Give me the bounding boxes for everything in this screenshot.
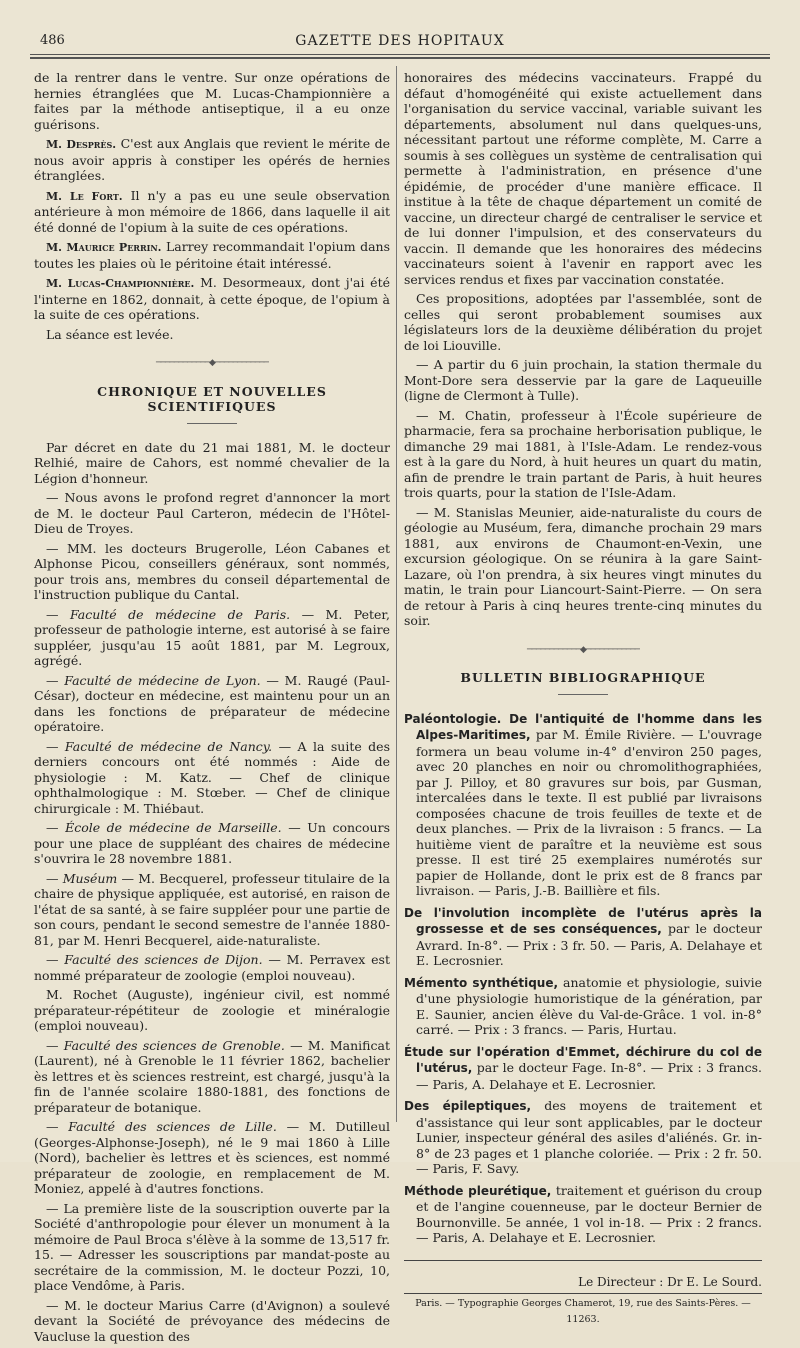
- biblio-entry: Étude sur l'opération d'Emmet, déchirure du col de l'utérus, par le docteur Fage. In-8°. — Prix : 3 francs. — Paris, A. Delahaye et E. Lecrosnier.: [404, 1044, 762, 1092]
- journal-title: GAZETTE DES HOPITAUX: [295, 33, 505, 49]
- news-item: Par décret en date du 21 mai 1881, M. le docteur Relhié, maire de Cahors, est nommé chevalier de la Légion d'honneur.: [34, 439, 390, 486]
- news-item: — Muséum — M. Becquerel, professeur titulaire de la chaire de physique appliquée, est autorisé, en raison de l'état de sa santé, à se faire suppléer pour une partie de son cours, pendant le second semestre de l'année 1880-81, par M. Henri Becquerel, aide-naturaliste.: [34, 870, 390, 948]
- paragraph: Ces propositions, adoptées par l'assemblée, sont de celles qui seront probablement soumises aux législateurs lors de la deuxième délibération du projet de loi Liouville.: [404, 291, 762, 353]
- paragraph: M. Maurice Perrin. Larrey recommandait l'opium dans toutes les plaies où le péritoine était intéressé.: [34, 239, 390, 271]
- speaker: M. Lucas-Championnière.: [46, 277, 195, 290]
- short-rule: [187, 423, 237, 424]
- right-column: [404, 70, 762, 1327]
- signature-rule: [404, 1260, 762, 1261]
- news-item: — École de médecine de Marseille. — Un concours pour une place de suppléant des chaires de médecine s'ouvrira le 28 novembre 1881.: [34, 820, 390, 866]
- section-title: CHRONIQUE ET NOUVELLES SCIENTIFIQUES: [97, 383, 327, 414]
- paragraph: M. Desprès. C'est aux Anglais que revient le mérite de nous avoir appris à constiper les opérés de hernies étranglées.: [34, 136, 390, 183]
- news-item: — Faculté de médecine de Nancy. — A la suite des derniers concours ont été nommés : Aide de physiologie : M. Katz. — Chef de clinique ophthalmologique : M. Stœber. — Chef de clinique chirurgicale : M. Thiébaut.: [34, 738, 390, 816]
- speaker: M. Le Fort.: [46, 189, 123, 203]
- news-item: M. Rochet (Auguste), ingénieur civil, est nommé préparateur-répétiteur de zoologie et minéralogie (emploi nouveau).: [34, 987, 390, 1033]
- biblio-entry: Paléontologie. De l'antiquité de l'homme dans les Alpes-Maritimes, par M. Émile Rivière. — L'ouvrage formera un beau volume in-4° d'environ 250 pages, avec 20 planches en noir ou chromolithographiées, par J. Pilloy, et 80 gravures sur bois, par Gusman, intercalées dans le texte. Il est publié par livraisons composées chacune de trois feuilles de texte et de deux planches. — Prix de la livraison : 5 francs. — La huitième vient de paraître et la neuvième est sous presse. Il est tiré 25 exemplaires numérotés sur papier de Hollande, dont le prix est de 8 francs par livraison. — Paris, J.-B. Baillière et fils.: [404, 711, 762, 898]
- news-item: — Faculté des sciences de Lille. — M. Dutilleul (Georges-Alphonse-Joseph), né le 9 mai 1860 à Lille (Nord), bachelier ès lettres et ès sciences, est nommé préparateur de zoologie, en remplacement de M. Moniez, appelé à d'autres fonctions.: [34, 1119, 390, 1196]
- biblio-entry: Des épileptiques, des moyens de traitement et d'assistance qui leur sont applicables, par le docteur Lunier, inspecteur général des asiles d'aliénés. Gr. in-8° de 23 pages et 1 planche coloriée. — Prix : 2 fr. 50. — Paris, F. Savy.: [404, 1098, 762, 1176]
- column-divider: [396, 66, 397, 1122]
- printer-footer: Paris. — Typographie Georges Chamerot, 19, rue des Saints-Pères. — 11263.: [404, 1293, 762, 1327]
- news-item: — Faculté de médecine de Paris. — M. Peter, professeur de pathologie interne, est autorisé à se faire suppléer, jusqu'au 15 août 1881, par M. Legroux, agrégé.: [34, 606, 391, 668]
- news-item: — Faculté des sciences de Grenoble. — M. Manificat (Laurent), né à Grenoble le 11 février 1862, bachelier ès lettres et ès sciences restreint, est chargé, jusqu'à la fin de l'année scolaire 1880-1881, des fonctions de préparateur de botanique.: [34, 1037, 390, 1115]
- short-rule: [558, 694, 608, 695]
- paragraph: de la rentrer dans le ventre. Sur onze opérations de hernies étranglées que M. Lucas-Championnière a faites par la méthode antiseptique, il a eu onze guérisons.: [34, 70, 390, 132]
- header-rule-thick: [30, 57, 770, 59]
- section-title: BULLETIN BIBLIOGRAPHIQUE: [460, 670, 706, 685]
- news-item: — Faculté de médecine de Lyon. — M. Raugé (Paul-César), docteur en médecine, est maintenu pour un an dans les fonctions de préparateur de médecine opératoire.: [34, 672, 391, 734]
- news-item: — La première liste de la souscription ouverte par la Société d'anthropologie pour élever un monument à la mémoire de Paul Broca s'élève à la somme de 13,517 fr. 15. — Adresser les souscriptions par mandat-poste au secrétaire de la commission, M. le docteur Pozzi, 10, place Vendôme, à Paris.: [34, 1200, 390, 1293]
- page-header: [30, 30, 770, 54]
- biblio-entry: Méthode pleurétique, traitement et guérison du croup et de l'angine couenneuse, par le docteur Bernier de Bournonville. 5e année, 1 vol in-18. — Prix : 2 francs. — Paris, A. Delahaye et E. Lecrosnier.: [404, 1182, 762, 1245]
- ornament-divider: ────────────◆────────────: [527, 644, 639, 655]
- news-item: — Nous avons le profond regret d'annoncer la mort de M. le docteur Paul Carteron, médecin de l'Hôtel-Dieu de Troyes.: [34, 490, 390, 536]
- news-item: — M. le docteur Marius Carre (d'Avignon) a soulevé devant la Société de prévoyance des médecins de Vaucluse la question des: [34, 1297, 390, 1344]
- news-item: — A partir du 6 juin prochain, la station thermale du Mont-Dore sera desservie par la gare de Laqueuille (ligne de Clermont à Tulle).: [404, 357, 762, 403]
- biblio-entry: De l'involution incomplète de l'utérus après la grossesse et de ses conséquences, par le docteur Avrard. In-8°. — Prix : 3 fr. 50. — Paris, A. Delahaye et E. Lecrosnier.: [404, 905, 762, 968]
- news-item: — M. Chatin, professeur à l'École supérieure de pharmacie, fera sa prochaine herborisation publique, le dimanche 29 mai 1881, à l'Isle-Adam. Le rendez-vous est à la gare du Nord, à huit heures un quart du matin, afin de prendre le train partant de Paris, à huit heures trois quarts, pour la station de l'Isle-Adam.: [404, 407, 762, 500]
- biblio-entry: Mémento synthétique, anatomie et physiologie, suivie d'une physiologie humoristique de la génération, par E. Saunier, ancien élève du Val-de-Grâce. 1 vol. in-8° carré. — Prix : 3 francs. — Paris, Hurtau.: [404, 974, 763, 1037]
- news-item: — M. Stanislas Meunier, aide-naturaliste du cours de géologie au Muséum, fera, dimanche prochain 29 mars 1881, aux environs de Chaumont-en-Vexin, une excursion géologique. On se réunira à la gare Saint-Lazare, où l'on prendra, à six heures vingt minutes du matin, le train pour Liancourt-Saint-Pierre. — On sera de retour à Paris à cinq heures trente-cinq minutes du soir.: [404, 504, 762, 628]
- page-number: 486: [40, 33, 65, 48]
- left-column: [34, 70, 390, 1348]
- director-signature: Le Directeur : Dr E. Le Sourd.: [578, 1274, 762, 1289]
- paragraph: La séance est levée.: [46, 326, 174, 342]
- paragraph: M. Le Fort. Il n'y a pas eu une seule observation antérieure à mon mémoire de 1866, dans laquelle il ait été donné de l'opium à la suite de ces opérations.: [34, 187, 390, 235]
- speaker: M. Maurice Perrin.: [46, 241, 162, 254]
- paragraph: honoraires des médecins vaccinateurs. Frappé du défaut d'homogénéité qui existe actuellement dans l'organisation du service vaccinal, variable suivant les départements, absolument nul dans quelques-uns, nécessitant partout une réforme complète, M. Carre a soumis à ses collègues un système de centralisation qui permette à l'administration, en présence d'une épidémie, de procéder d'une manière efficace. Il institue à la tête de chaque département un comité de vaccine, un directeur chargé de centraliser le service et de lui donner l'impulsion, et des conservateurs du vaccin. Il demande que les honoraires des médecins vaccinateurs soient à l'avenir en rapport avec les services rendus et fixes par vaccination constatée.: [404, 70, 762, 287]
- ornament-divider: ────────────◆────────────: [156, 358, 268, 368]
- paragraph: M. Lucas-Championnière. M. Desormeaux, dont j'ai été l'interne en 1862, donnait, à cette époque, de l'opium à la suite de ces opérations.: [34, 275, 391, 322]
- header-rule: [30, 54, 770, 55]
- news-item: — MM. les docteurs Brugerolle, Léon Cabanes et Alphonse Picou, conseillers généraux, sont nommés, pour trois ans, membres du conseil départemental de l'instruction publique du Cantal.: [34, 540, 390, 602]
- news-item: — Faculté des sciences de Dijon. — M. Perravex est nommé préparateur de zoologie (emploi nouveau).: [34, 952, 390, 983]
- speaker: M. Desprès.: [46, 138, 117, 151]
